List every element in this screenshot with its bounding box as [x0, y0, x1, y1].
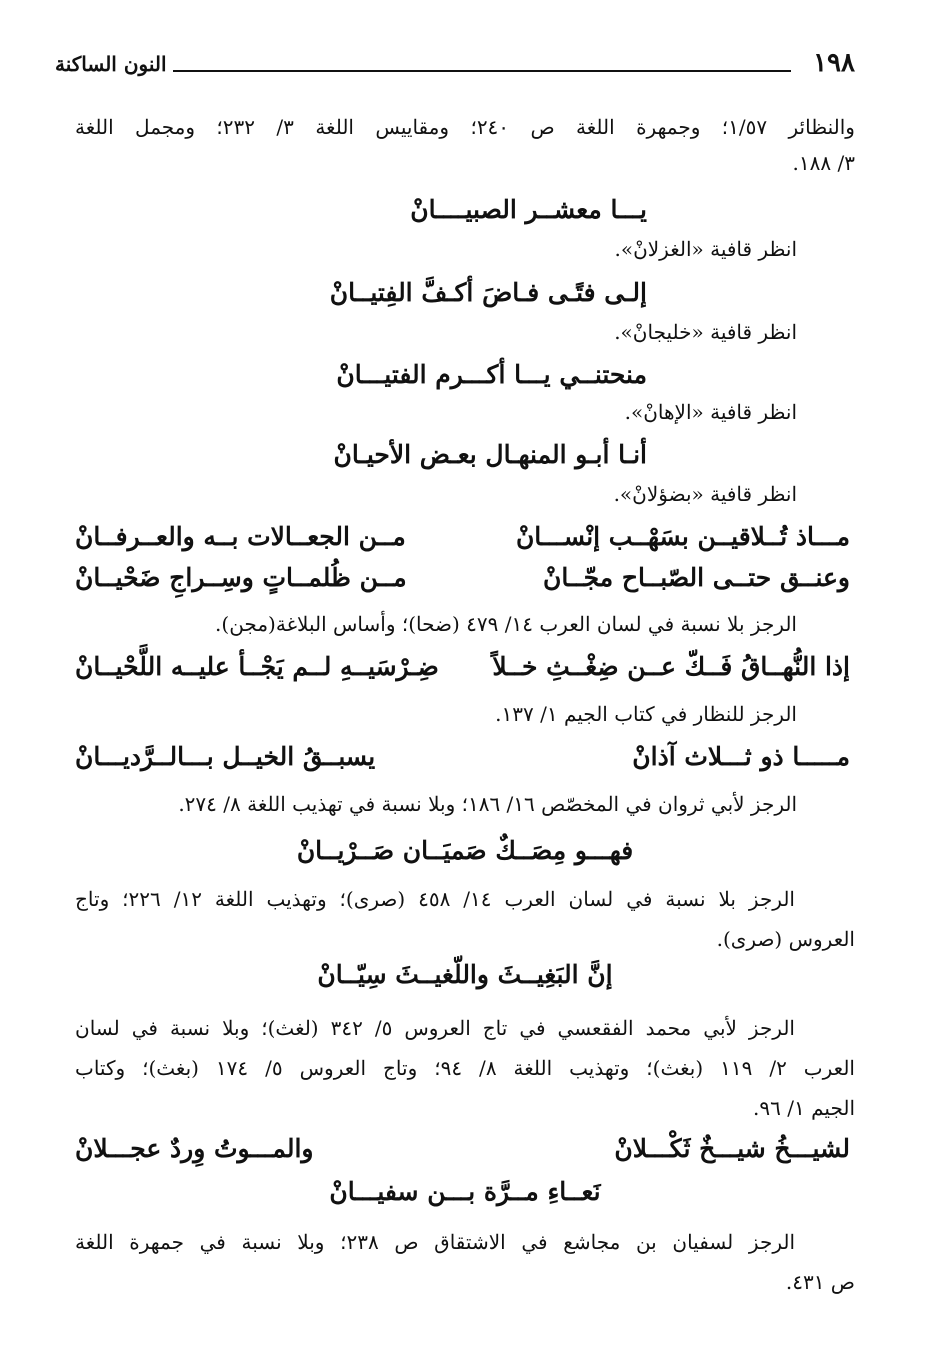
source-note-cont: ص ٤٣١.: [785, 1270, 855, 1294]
source-note: الرجز لسفيان بن مجاشع في الاشتقاق ص ٢٣٨؛ وبلا نسبة في جمهرة اللغة: [75, 1230, 796, 1254]
verse-hemistich-left: مــن الجعــالات بــه والعــرفــانْ: [75, 522, 406, 551]
source-note: الرجز للنظار في كتاب الجيم ١/ ١٣٧.: [495, 702, 797, 726]
verse-hemistich-left: يسبــقُ الخيــل بـــالــرَّديـــانْ: [75, 742, 376, 771]
verse-line: إنَّ البَغِيــثَ واللّغيــثَ سِيّــانْ: [317, 960, 613, 989]
verse-hemistich-left: مــن ظُلمــاتٍ وسِــراجِ ضَحْيــانْ: [75, 563, 407, 592]
source-note: الرجز بلا نسبة في لسان العرب ١٤/ ٤٧٩ (ضحا)؛ وأساس البلاغة(مجن).: [215, 612, 797, 636]
verse-line: منحتنــي يـــا أكـــرم الفتيـــانْ: [336, 360, 647, 389]
page-number: ١٩٨: [813, 48, 855, 78]
verse-line: نَعــاءِ مــرَّة بـــن سفيـــانْ: [329, 1177, 601, 1206]
source-note: الرجز لأبي ثروان في المخصّص ١٦/ ١٨٦؛ وبلا نسبة في تهذيب اللغة ٨/ ٢٧٤.: [178, 792, 797, 816]
verse-hemistich-right: إذا النُّهــاقُ فَــكّ عــن ضِغْــثِ خــلاً: [492, 652, 850, 681]
verse-line: يـــا معشــر الصبيــــانْ: [410, 195, 647, 224]
source-note: الرجز لأبي محمد الفقعسي في تاج العروس ٥/ ٣٤٢ (لغث)؛ وبلا نسبة في لسان: [75, 1016, 795, 1040]
verse-hemistich-right: لشيـــخُ شيـــخٌ ثَكْـــلانْ: [614, 1134, 850, 1163]
verse-hemistich-left: والمـــوتُ وِردٌ عجـــلانْ: [75, 1134, 314, 1163]
verse-line: فهـــو مِصَــكٌ صَميَــان صَــرْيــانْ: [296, 836, 634, 865]
header-rule: [173, 70, 791, 72]
cross-reference: انظر قافية «بضؤلانْ».: [613, 482, 797, 506]
source-note-cont: العرب ٢/ ١١٩ (بغث)؛ وتهذيب اللغة ٨/ ٩٤؛ وتاج العروس ٥/ ١٧٤ (بغث)؛ وكتاب: [75, 1056, 855, 1080]
source-note: الرجز بلا نسبة في لسان العرب ١٤/ ٤٥٨ (صرى)؛ وتهذيب اللغة ١٢/ ٢٢٦؛ وتاج: [75, 887, 795, 911]
page-header: [55, 48, 855, 84]
source-note-cont: العروس (صرى).: [716, 927, 855, 951]
verse-hemistich-right: وعنــق حتــى الصّبــاح مجّــانْ: [543, 563, 850, 592]
source-note-cont: الجيم ١/ ٩٦.: [753, 1096, 855, 1120]
cross-reference: انظر قافية «خليجانْ».: [614, 320, 797, 344]
intro-text-cont: ٣/ ١٨٨.: [792, 151, 855, 175]
cross-reference: انظر قافية «الغزلانْ».: [614, 237, 797, 261]
chapter-title: النون الساكنة: [55, 52, 167, 76]
cross-reference: انظر قافية «الإهانْ».: [624, 400, 797, 424]
verse-line: أنـا أبـو المنهـال بعـض الأحيـانْ: [333, 440, 647, 469]
verse-hemistich-right: مـــاذ تُــلاقيــن بسَهْــب إنْســـانْ: [515, 522, 850, 551]
verse-hemistich-right: مـــــا ذو ثـــلاث آذانْ: [632, 742, 850, 771]
intro-text: والنظائر ١/٥٧؛ وجمهرة اللغة ص ٢٤٠؛ ومقاييس اللغة ٣/ ٢٣٢؛ ومجمل اللغة: [75, 115, 855, 139]
verse-line: إلـى فتًـى فـاضَ أكـفَّ الفِتيــانْ: [329, 278, 647, 307]
verse-hemistich-left: ضِـرْسَيــهِ لــم يَجْــأ عليــه اللَّحْيــانْ: [75, 652, 439, 681]
